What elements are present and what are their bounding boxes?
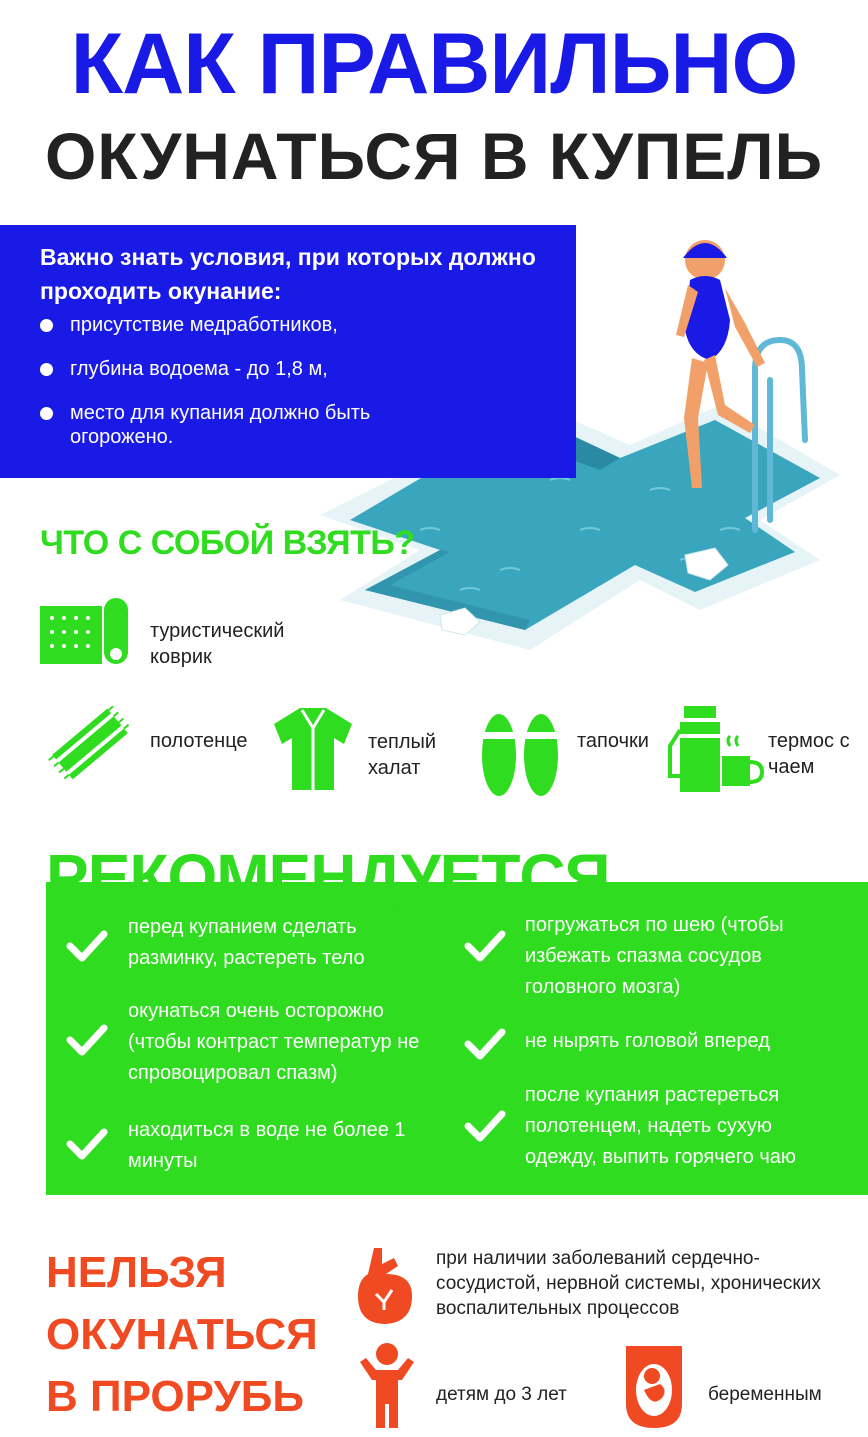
take-label-mat: туристический коврик: [150, 620, 285, 668]
take-label-towel: полотенце: [150, 730, 248, 752]
forbidden-item-children: детям до 3 лет: [436, 1384, 567, 1405]
forbidden-title: [46, 1242, 318, 1428]
forbidden-item-diseases: при наличии заболеваний сердечно-сосудистой, нервной системы, хронических воспалительных процессов: [436, 1248, 821, 1319]
list-item: присутствие медработников,: [38, 313, 558, 337]
recommended-item: погружаться по шею (чтобы избежать спазма сосудов головного мозга): [525, 914, 784, 998]
take-title: ЧТО С СОБОЙ ВЗЯТЬ?: [40, 524, 415, 562]
list-item: глубина водоема - до 1,8 м,: [38, 357, 558, 381]
conditions-lead: Важно знать условия, при которых должно проходить окунание:: [40, 244, 536, 304]
recommended-item: перед купанием сделать разминку, растереть тело: [128, 916, 365, 969]
take-label-robe: теплый халат: [368, 731, 437, 779]
take-label-slippers: тапочки: [577, 730, 649, 752]
forbidden-title-line: ОКУНАТЬСЯ: [46, 1310, 318, 1359]
forbidden-item-pregnant: беременным: [708, 1384, 822, 1405]
recommended-title: РЕКОМЕНДУЕТСЯ: [46, 841, 610, 913]
conditions-list: [38, 313, 558, 469]
check-icon: [66, 1126, 108, 1162]
thermos-icon: [668, 706, 764, 792]
towel-icon: [44, 706, 136, 782]
check-icon: [66, 928, 108, 964]
forbidden-title-line: В ПРОРУБЬ: [46, 1372, 305, 1421]
check-icon: [464, 1108, 506, 1144]
recommended-item: находиться в воде не более 1 минуты: [128, 1119, 406, 1172]
pregnant-icon: [612, 1344, 696, 1430]
slippers-icon: [480, 712, 560, 798]
recommended-item: после купания растереться полотенцем, надеть сухую одежду, выпить горячего чаю: [525, 1084, 796, 1168]
check-icon: [464, 928, 506, 964]
conditions-box: [0, 225, 576, 478]
recommended-item: не нырять головой вперед: [525, 1030, 770, 1052]
robe-icon: [272, 706, 354, 790]
child-icon: [356, 1342, 418, 1430]
page-subtitle: ОКУНАТЬСЯ В КУПЕЛЬ: [44, 119, 824, 193]
page-title: КАК ПРАВИЛЬНО: [70, 16, 798, 112]
mat-icon: [40, 598, 132, 670]
take-label-thermos: термос с чаем: [768, 730, 850, 778]
heart-icon: [354, 1244, 416, 1326]
check-icon: [66, 1022, 108, 1058]
list-item: место для купания должно быть огорожено.: [38, 401, 430, 449]
forbidden-title-line: НЕЛЬЗЯ: [46, 1248, 227, 1297]
recommended-item: окунаться очень осторожно (чтобы контраст температур не спровоцировал спазм): [128, 1000, 420, 1084]
check-icon: [464, 1026, 506, 1062]
